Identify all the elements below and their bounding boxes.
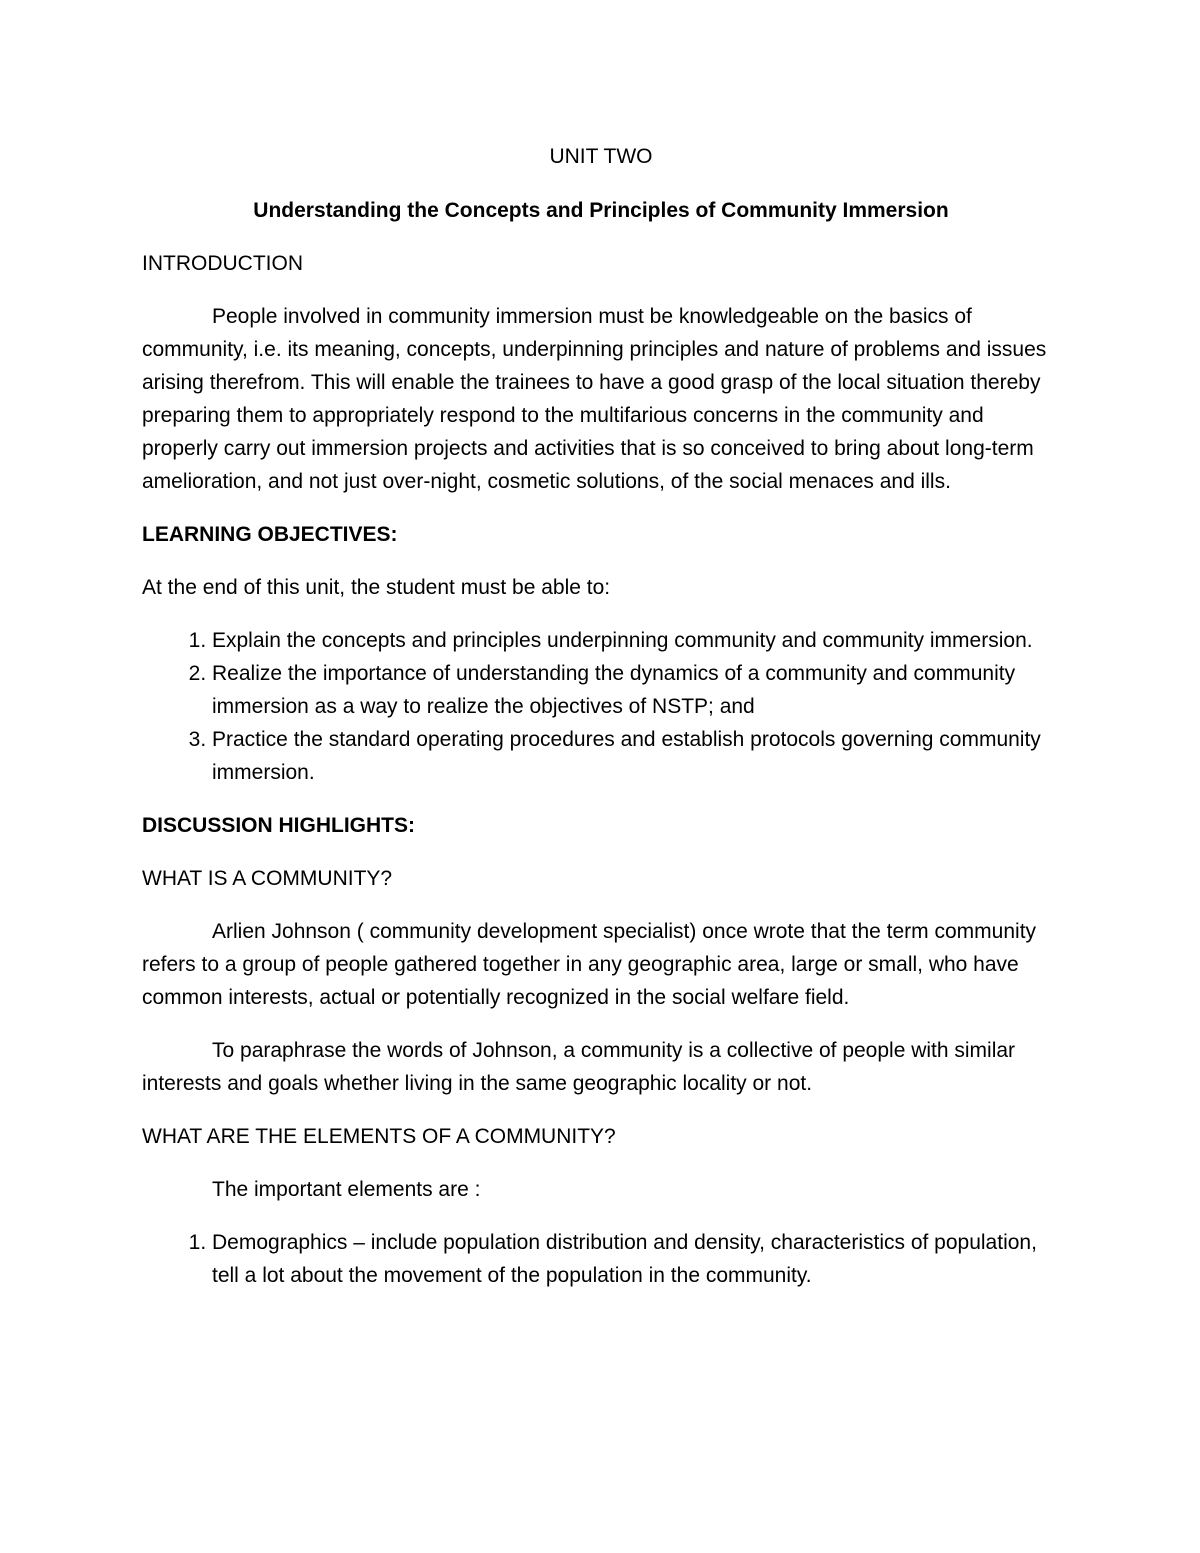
elements-list [142, 1226, 1060, 1292]
community-paragraph-2: To paraphrase the words of Johnson, a community is a collective of people with similar interests and goals whether living in the same geographic locality or not. [142, 1039, 1016, 1095]
objective-item: 3. Practice the standard operating procedures and establish protocols governing community immersion. [212, 723, 1060, 789]
community-paragraph-1: Arlien Johnson ( community development specialist) once wrote that the term community refers to a group of people gathered together in any geographic area, large or small, who have common interests, actual or potentially recognized in the social welfare field. [142, 920, 1037, 1009]
elements-question: WHAT ARE THE ELEMENTS OF A COMMUNITY? [142, 1125, 616, 1148]
unit-title: UNIT TWO [549, 145, 653, 168]
discussion-heading: DISCUSSION HIGHLIGHTS: [142, 814, 416, 837]
learning-objectives-heading: LEARNING OBJECTIVES: [142, 523, 398, 546]
document-body [142, 140, 1060, 1312]
objectives-intro: At the end of this unit, the student must be able to: [142, 576, 611, 599]
introduction-heading: INTRODUCTION [142, 252, 303, 275]
objectives-list [142, 624, 1060, 789]
elements-intro: The important elements are : [212, 1178, 481, 1201]
document-subtitle: Understanding the Concepts and Principles of Community Immersion [253, 199, 949, 222]
community-question: WHAT IS A COMMUNITY? [142, 867, 393, 890]
objective-item: 1. Explain the concepts and principles underpinning community and community immersion. [212, 624, 1060, 657]
introduction-paragraph: People involved in community immersion must be knowledgeable on the basics of community, i.e. its meaning, concepts, underpinning principles and nature of problems and issues arising therefrom. This will enable the trainees to have a good grasp of the local situation thereby preparing them to appropriately respond to the multifarious concerns in the community and properly carry out immersion projects and activities that is so conceived to bring about long-term amelioration, and not just over-night, cosmetic solutions, of the social menaces and ills. [142, 305, 1047, 493]
objective-item: 2. Realize the importance of understanding the dynamics of a community and community immersion as a way to realize the objectives of NSTP; and [212, 657, 1060, 723]
element-item: 1. Demographics – include population distribution and density, characteristics of population, tell a lot about the movement of the population in the community. [212, 1226, 1060, 1292]
